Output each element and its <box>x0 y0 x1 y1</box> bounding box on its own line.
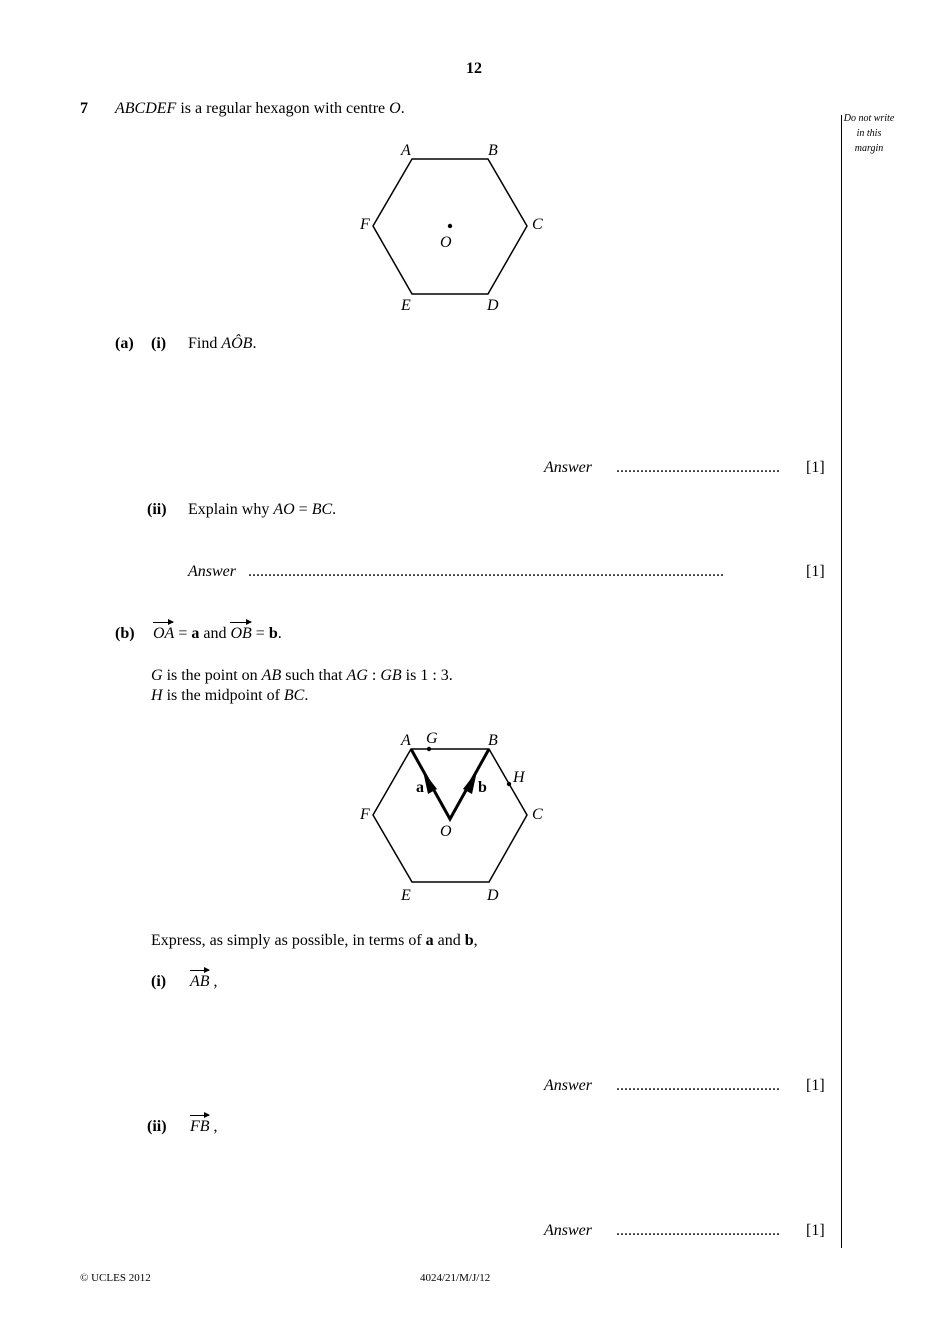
label-E: E <box>401 297 411 314</box>
h-definition <box>151 687 308 705</box>
text: Explain why <box>188 501 274 518</box>
text: is the midpoint of <box>162 687 284 704</box>
hexagon-diagram-2 <box>359 730 543 904</box>
label-G: G <box>426 730 438 747</box>
paper-code: 4024/21/M/J/12 <box>420 1272 491 1284</box>
text: b <box>464 932 474 949</box>
centre-point <box>448 224 452 228</box>
point-G <box>427 747 431 751</box>
part-a-ii-question <box>188 501 336 519</box>
label-A: A <box>401 732 411 749</box>
part-a-i-label: (i) <box>151 335 167 352</box>
label-A: A <box>401 142 411 159</box>
text: . <box>332 501 337 518</box>
label-B: B <box>488 732 498 749</box>
text: . <box>304 687 309 704</box>
text: ABCDEF <box>115 100 177 117</box>
text: BC <box>283 687 305 704</box>
label-C: C <box>532 806 543 823</box>
answer-line-a-i[interactable]: ......................................... <box>616 459 780 476</box>
label-C: C <box>532 216 543 233</box>
label-D: D <box>487 297 499 314</box>
label-b: b <box>478 779 487 796</box>
label-O: O <box>440 823 452 840</box>
page-number: 12 <box>466 60 482 77</box>
hexagon-diagram-1 <box>359 142 543 314</box>
mark: [1] <box>806 1222 825 1239</box>
vector-oa: OA <box>153 625 175 642</box>
express-instruction <box>151 932 478 950</box>
text: . <box>277 625 282 642</box>
text: . <box>400 100 405 117</box>
text: a <box>425 932 434 949</box>
text: , <box>209 973 218 990</box>
answer-line-a-ii[interactable]: ....................................................................................................................... <box>248 563 724 580</box>
text: and <box>433 932 465 949</box>
hexagon <box>373 749 527 882</box>
label-E: E <box>401 887 411 904</box>
text: is 1 : 3. <box>401 667 453 684</box>
text: b <box>268 625 278 642</box>
label-a: a <box>416 779 424 796</box>
part-b-ii-label: (ii) <box>147 1118 167 1135</box>
part-b-i-question <box>190 973 218 991</box>
label-F: F <box>360 806 370 823</box>
text: G <box>151 667 163 684</box>
question-number: 7 <box>80 100 88 117</box>
answer-line-b-i[interactable]: ......................................... <box>616 1077 780 1094</box>
mark: [1] <box>806 563 825 580</box>
label-B: B <box>488 142 498 159</box>
label-O: O <box>440 234 452 251</box>
text: Express, as simply as possible, in terms of <box>151 932 426 949</box>
text: AÔB <box>221 335 253 352</box>
text: GB <box>380 667 402 684</box>
text: : <box>367 667 381 684</box>
part-a-label: (a) <box>115 335 134 352</box>
answer-label: Answer <box>544 1222 592 1239</box>
mark: [1] <box>806 1077 825 1094</box>
text: is the point on <box>162 667 262 684</box>
text: H <box>151 687 163 704</box>
part-b-given <box>153 625 282 643</box>
answer-label: Answer <box>544 459 592 476</box>
point-H <box>507 782 511 786</box>
label-H: H <box>513 769 525 786</box>
label-D: D <box>487 887 499 904</box>
text: AO <box>273 501 295 518</box>
g-definition <box>151 667 453 685</box>
text: = <box>251 625 269 642</box>
part-a-i-question <box>188 335 256 353</box>
part-b-label: (b) <box>115 625 135 642</box>
text: BC <box>311 501 333 518</box>
label-F: F <box>360 216 370 233</box>
text: such that <box>281 667 347 684</box>
text: O <box>389 100 401 117</box>
answer-label: Answer <box>188 563 236 580</box>
vector-ob: OB <box>230 625 252 642</box>
mark: [1] <box>806 459 825 476</box>
text: , <box>473 932 478 949</box>
margin-note: Do not write in this margin <box>843 113 895 154</box>
part-b-ii-question <box>190 1118 218 1136</box>
text: , <box>209 1118 218 1135</box>
vector-fb: FB <box>190 1118 210 1135</box>
answer-label: Answer <box>544 1077 592 1094</box>
text: is a regular hexagon with centre <box>176 100 390 117</box>
part-a-ii-label: (ii) <box>147 501 167 518</box>
text: = <box>294 501 312 518</box>
text: . <box>252 335 257 352</box>
copyright: © UCLES 2012 <box>80 1272 151 1284</box>
text: = <box>174 625 192 642</box>
text: a <box>191 625 200 642</box>
text: and <box>199 625 231 642</box>
text: Find <box>188 335 222 352</box>
text: AB <box>261 667 282 684</box>
answer-line-b-ii[interactable]: ......................................... <box>616 1222 780 1239</box>
text: AG <box>346 667 368 684</box>
part-b-i-label: (i) <box>151 973 167 990</box>
vector-ab: AB <box>190 973 210 990</box>
